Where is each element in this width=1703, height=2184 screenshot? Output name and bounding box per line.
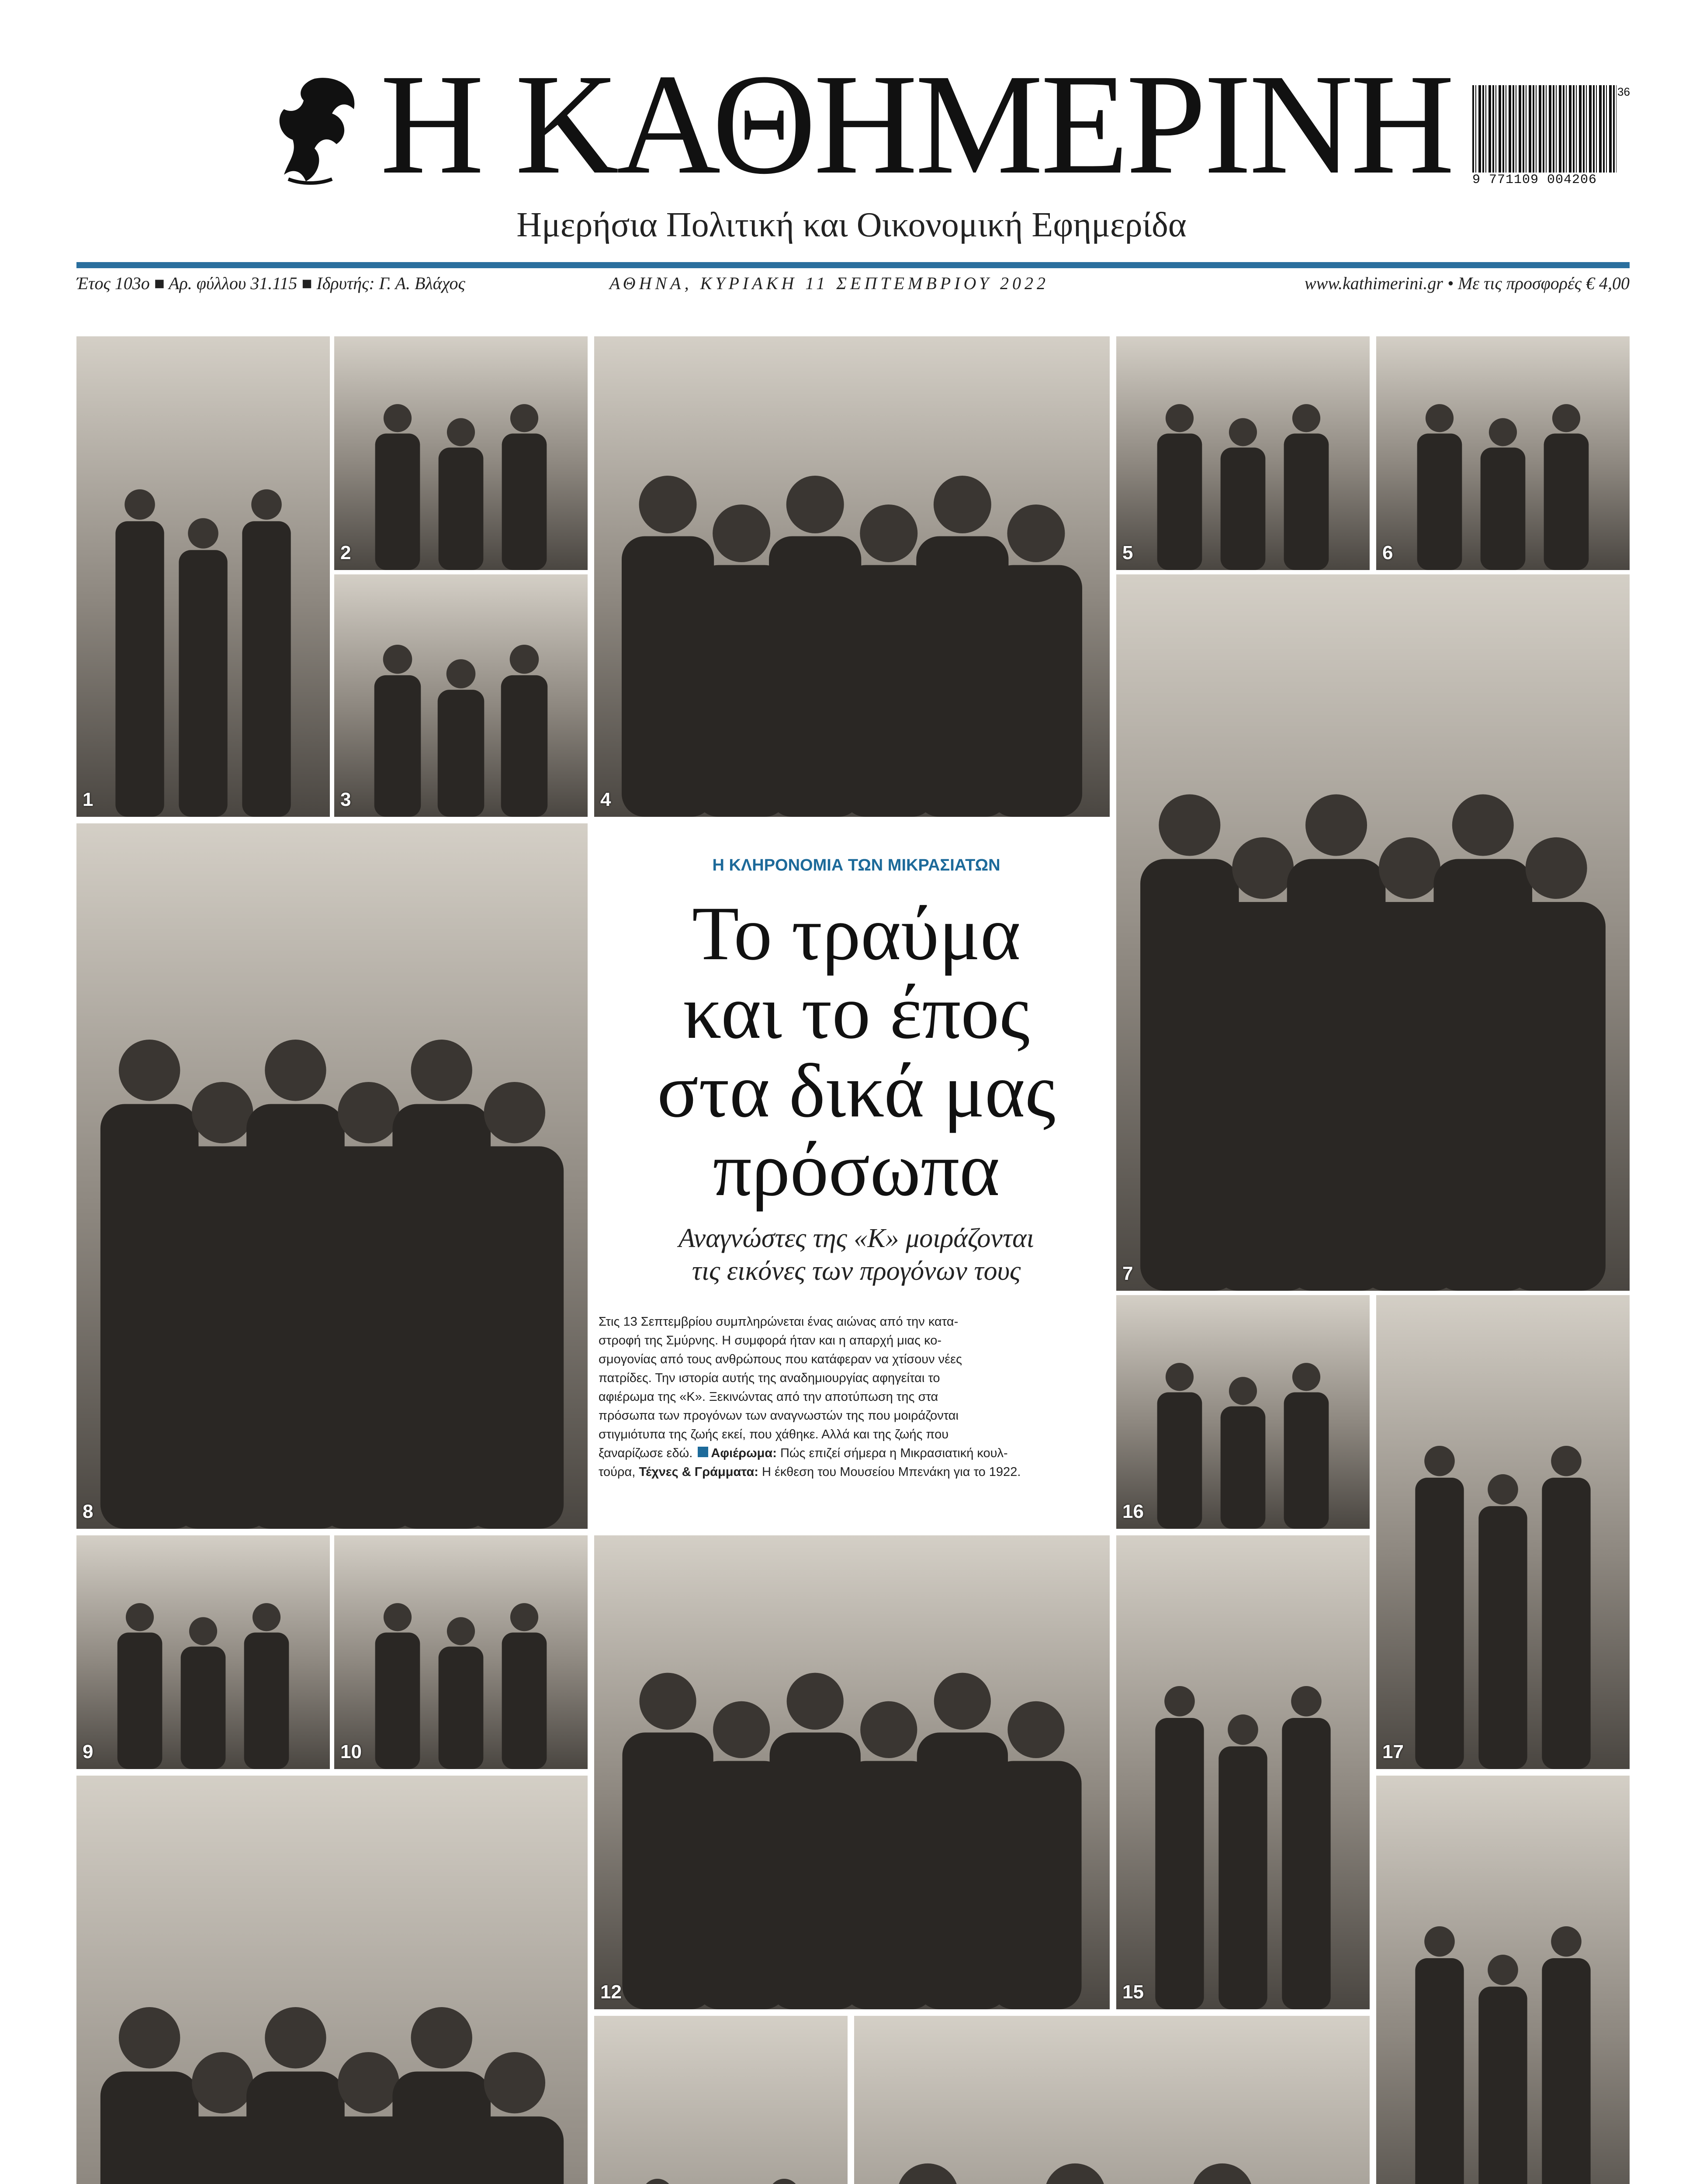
- figure-head: [1292, 404, 1320, 432]
- figure-head: [786, 476, 844, 533]
- deck-line: τις εικόνες των προγόνων τους: [692, 1256, 1021, 1286]
- archival-photo: [76, 1535, 330, 1769]
- masthead-rule: [76, 262, 1630, 268]
- griffin-logo-icon: [271, 70, 363, 188]
- figure-head: [119, 2007, 180, 2068]
- photo-number: 8: [83, 1501, 93, 1522]
- figure-head: [1489, 418, 1517, 446]
- figure-head: [1159, 795, 1220, 856]
- figure-body: [1415, 1958, 1464, 2184]
- photo-image: [334, 1535, 588, 1769]
- photo-image: [1116, 336, 1370, 570]
- photo-number: 4: [600, 789, 611, 810]
- figure-head: [251, 489, 282, 520]
- section-marker-icon: [698, 1447, 708, 1457]
- figure-head: [253, 1603, 280, 1631]
- body-text: ξαναρίζωσε εδώ.: [599, 1446, 693, 1460]
- photo-image: [594, 336, 1110, 817]
- photo-image: [76, 1535, 330, 1769]
- figure-head: [510, 645, 539, 674]
- photo-number: 15: [1122, 1981, 1144, 2003]
- figure-head: [1292, 1363, 1320, 1391]
- photo-image: [594, 2016, 848, 2184]
- photo-image: [1116, 1295, 1370, 1529]
- deck-line: Αναγνώστες της «Κ» μοιράζονται: [678, 1223, 1034, 1253]
- photo-image: [1376, 336, 1630, 570]
- figure-body: [1544, 434, 1589, 570]
- figure-head: [1232, 837, 1294, 899]
- figure-body: [1221, 1406, 1266, 1529]
- barcode-number: 9 771109 004206: [1472, 173, 1597, 187]
- figure-body: [1542, 1478, 1590, 1769]
- figure-body: [181, 1647, 226, 1769]
- figure-body: [1218, 1746, 1267, 2009]
- body-line: αφιέρωμα της «Κ». Ξεκινώντας από την αποτύπωση της στα: [599, 1390, 938, 1404]
- figure-body: [1284, 1393, 1329, 1529]
- ref-text: τούρα,: [599, 1465, 636, 1479]
- archival-photo: [854, 2016, 1370, 2184]
- figure-body: [439, 1647, 484, 1769]
- figure-head: [192, 1082, 253, 1143]
- figure-body: [1478, 1506, 1527, 1769]
- figure-head: [510, 1603, 538, 1631]
- body-line: Στις 13 Σεπτεμβρίου συμπληρώνεται ένας αιώνας από την κατα-: [599, 1315, 959, 1329]
- figure-head: [1007, 1701, 1064, 1758]
- archival-photo: [76, 336, 330, 817]
- photo-number: 16: [1122, 1501, 1144, 1522]
- barcode-issue: 36: [1617, 85, 1630, 98]
- photo-number: 5: [1122, 542, 1133, 563]
- figure-head: [639, 1673, 696, 1730]
- body-line: σμογονίας από τους ανθρώπους που κατάφεραν να χτίσουν νέες: [599, 1352, 962, 1366]
- figure-body: [374, 675, 421, 817]
- figure-head: [1164, 1686, 1195, 1717]
- figure-head: [1552, 404, 1580, 432]
- archival-photo: [1376, 1776, 1630, 2184]
- figure-body: [1507, 902, 1606, 1291]
- figure-head: [126, 1603, 154, 1631]
- photo-number: 10: [340, 1741, 362, 1762]
- figure-body: [375, 1633, 420, 1769]
- figure-head: [1305, 795, 1367, 856]
- archival-photo: [334, 1535, 588, 1769]
- photo-image: [594, 1535, 1110, 2009]
- figure-head: [1291, 1686, 1322, 1717]
- figure-head: [1551, 1446, 1582, 1476]
- body-line: πρόσωπα των προγόνων των αναγνωστών της που μοιράζονται: [599, 1409, 959, 1423]
- body-line: στροφή της Σμύρνης. Η συμφορά ήταν και η απαρχή μιας κο-: [599, 1334, 942, 1348]
- archival-photo: [1116, 336, 1370, 570]
- figure-head: [1452, 795, 1514, 856]
- photo-image: [1376, 1776, 1630, 2184]
- photo-image: [334, 574, 588, 817]
- figure-head: [1488, 1474, 1518, 1505]
- figure-head: [934, 476, 991, 533]
- figure-head: [510, 404, 538, 432]
- body-line: [599, 1446, 1114, 1461]
- figure-head: [411, 2007, 472, 2068]
- figure-body: [1417, 434, 1462, 570]
- ref-label: Τέχνες & Γράμματα:: [639, 1465, 758, 1479]
- photo-image: [76, 823, 588, 1529]
- figure-head: [1424, 1926, 1455, 1957]
- figure-head: [384, 1603, 412, 1631]
- website-price: www.kathimerini.gr • Με τις προσφορές € 4,00: [1304, 273, 1630, 293]
- headline-line: στα δικά μας: [657, 1048, 1056, 1133]
- figure-head: [265, 1040, 326, 1101]
- figure-head: [125, 489, 155, 520]
- photo-number: 17: [1382, 1741, 1404, 1762]
- figure-head: [189, 1617, 217, 1645]
- issue-info: Έτος 103ο ■ Αρ. φύλλου 31.115 ■ Ιδρυτής: Γ. Α. Βλάχος: [76, 273, 465, 293]
- figure-head: [934, 1673, 991, 1730]
- photo-number: 3: [340, 789, 351, 810]
- figure-head: [383, 645, 412, 674]
- figure-body: [1481, 448, 1526, 570]
- photo-number: 2: [340, 542, 351, 563]
- figure-body: [1415, 1478, 1464, 1769]
- figure-body: [501, 675, 548, 817]
- figure-head: [1229, 418, 1257, 446]
- body-line: στιγμιότυπα της ζωής εκεί, που χάθηκε. Αλλά και της ζωής που: [599, 1427, 949, 1441]
- photo-image: [76, 1776, 588, 2184]
- figure-head: [860, 505, 917, 562]
- dateline: ΑΘΗΝΑ, ΚΥΡΙΑΚΗ 11 ΣΕΠΤΕΜΒΡΙΟΥ 2022: [609, 273, 1049, 293]
- ref-text: Η έκθεση του Μουσείου Μπενάκη για το 1922.: [762, 1465, 1021, 1479]
- figure-body: [439, 448, 484, 570]
- figure-head: [1379, 837, 1440, 899]
- headline-line: και το έπος: [683, 970, 1030, 1055]
- figure-body: [1157, 434, 1202, 570]
- figure-head: [188, 518, 218, 549]
- figure-body: [1155, 1718, 1204, 2009]
- archival-photo: [594, 2016, 848, 2184]
- figure-body: [438, 690, 485, 817]
- photo-image: [1116, 1535, 1370, 2009]
- photo-image: [1116, 574, 1630, 1291]
- figure-head: [265, 2007, 326, 2068]
- photo-number: 12: [600, 1981, 622, 2003]
- photo-number: 6: [1382, 542, 1393, 563]
- photo-image: [854, 2016, 1370, 2184]
- photo-number: 7: [1122, 1263, 1133, 1284]
- figure-head: [1526, 837, 1587, 899]
- figure-body: [466, 2116, 564, 2184]
- figure-body: [990, 565, 1082, 817]
- ref-label: Αφιέρωμα:: [711, 1446, 777, 1460]
- figure-body: [1221, 448, 1266, 570]
- figure-head: [713, 1701, 770, 1758]
- figure-head: [411, 1040, 472, 1101]
- figure-body: [990, 1761, 1081, 2009]
- figure-body: [1282, 1718, 1330, 2009]
- masthead-subtitle: Ημερήσια Πολιτική και Οικονομική Εφημερίδα: [516, 206, 1187, 244]
- figure-head: [447, 418, 475, 446]
- archival-photo: [76, 1776, 588, 2184]
- ref-text: Πώς επιζεί σήμερα η Μικρασιατική κουλ-: [780, 1446, 1008, 1460]
- figure-head: [447, 659, 476, 688]
- figure-head: [484, 1082, 545, 1143]
- masthead-title: Η ΚΑΘΗΜΕΡΙΝΗ: [380, 45, 1452, 204]
- barcode-bars: [1472, 85, 1616, 173]
- figure-head: [338, 1082, 399, 1143]
- figure-head: [1551, 1926, 1582, 1957]
- kicker: Η ΚΛΗΡΟΝΟΜΙΑ ΤΩΝ ΜΙΚΡΑΣΙΑΤΩΝ: [712, 856, 1000, 874]
- figure-body: [244, 1633, 289, 1769]
- figure-head: [1166, 404, 1194, 432]
- figure-head: [119, 1040, 180, 1101]
- archival-photo: [1376, 1295, 1630, 1769]
- archival-photo: [594, 336, 1110, 817]
- figure-head: [338, 2052, 399, 2113]
- body-line: πατρίδες. Την ιστορία αυτής της αναδημιουργίας αφηγείται το: [599, 1371, 940, 1385]
- feature-article: [599, 830, 1114, 1511]
- figure-body: [1478, 1987, 1527, 2184]
- figure-body: [466, 1146, 564, 1529]
- figure-head: [1424, 1446, 1455, 1476]
- photo-number: 9: [83, 1741, 93, 1762]
- figure-head: [1228, 1714, 1258, 1745]
- figure-body: [242, 521, 291, 817]
- headline-line: πρόσωπα: [713, 1127, 1000, 1212]
- figure-body: [1542, 1958, 1590, 2184]
- archival-photo: [594, 1535, 1110, 2009]
- archival-photo: [334, 574, 588, 817]
- figure-body: [1284, 434, 1329, 570]
- photo-image: [334, 336, 588, 570]
- figure-head: [1166, 1363, 1194, 1391]
- figure-body: [502, 1633, 547, 1769]
- archival-photo: [1376, 336, 1630, 570]
- figure-head: [192, 2052, 253, 2113]
- figure-body: [375, 434, 420, 570]
- headline-line: Το τραύμα: [692, 891, 1021, 976]
- archival-photo: [76, 823, 588, 1529]
- figure-head: [1229, 1377, 1257, 1405]
- archival-photo: [334, 336, 588, 570]
- figure-head: [639, 476, 697, 533]
- figure-body: [115, 521, 164, 817]
- photo-image: [76, 336, 330, 817]
- archival-photo: [1116, 574, 1630, 1291]
- info-bar: [76, 273, 1630, 299]
- figure-head: [484, 2052, 545, 2113]
- figure-head: [384, 404, 412, 432]
- figure-body: [118, 1633, 163, 1769]
- photo-image: [1376, 1295, 1630, 1769]
- archival-photo: [1116, 1295, 1370, 1529]
- figure-head: [1426, 404, 1454, 432]
- figure-body: [179, 550, 227, 817]
- figure-head: [787, 1673, 844, 1730]
- figure-body: [502, 434, 547, 570]
- figure-head: [713, 505, 770, 562]
- figure-head: [1488, 1955, 1518, 1985]
- archival-photo: [1116, 1535, 1370, 2009]
- figure-head: [860, 1701, 917, 1758]
- figure-body: [1157, 1393, 1202, 1529]
- figure-head: [447, 1617, 475, 1645]
- figure-head: [1007, 505, 1065, 562]
- photo-number: 1: [83, 789, 93, 810]
- barcode: [1472, 85, 1630, 186]
- body-line: [599, 1465, 1114, 1479]
